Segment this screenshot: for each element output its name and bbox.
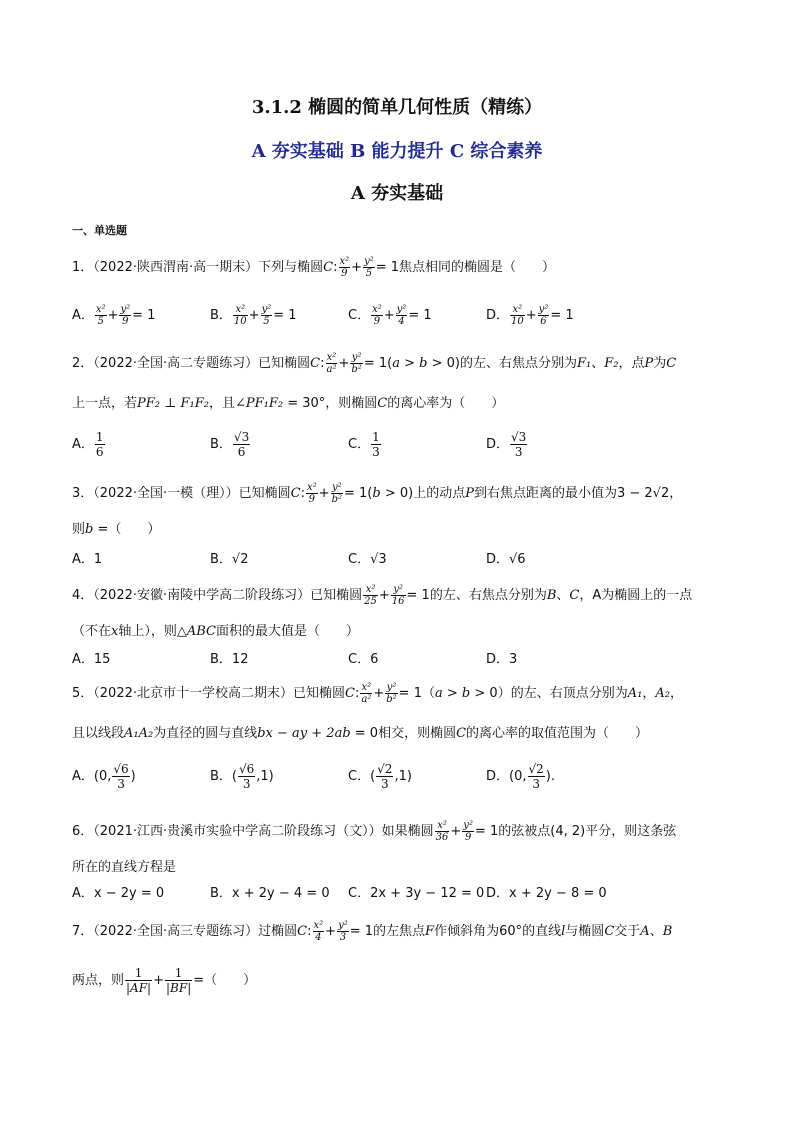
question-5-option-a[interactable]: A．(0, $\frac{√6}{3}$ ) (72, 762, 136, 791)
question-4-option-b[interactable]: B．12 (210, 652, 249, 667)
question-3-option-b[interactable]: B．√2 (210, 552, 249, 567)
question-3-option-d[interactable]: D．√6 (486, 552, 526, 567)
question-5-option-c[interactable]: C．( $\frac{√2}{3}$ ,1) (348, 762, 412, 791)
question-1-option-c[interactable]: C． $\frac{\text{x²}}{9}$ + $\frac{\text{y²}}{4}$ = 1 (348, 304, 432, 327)
question-1-stem: 1．（2022·陕西渭南·高一期末）下列与椭圆C: $\frac{\text{x²}}{9}$ + $\frac{\text{y²}}{5}$ = 1焦点相同的椭圆是（ ） (72, 256, 556, 279)
question-4-stem-line2: （不在x轴上），则△ABC面积的最大值是（ ） (72, 624, 360, 639)
question-4-option-d[interactable]: D．3 (486, 652, 518, 667)
question-3-option-c[interactable]: C．√3 (348, 552, 387, 567)
question-2-option-b[interactable]: B． $\frac{√3}{6}$ (210, 430, 250, 459)
question-2-stem: 2．（2022·全国·高二专题练习）已知椭圆C: $\frac{\text{x²}}{\text{a²}}$ + $\frac{\text{y²}}{\text{b²}}$ = 1(a > b > 0)的左、右焦点分别为F₁、F₂，点P为C (72, 352, 677, 375)
question-5-stem-line2: 且以线段A₁A₂为直径的圆与直线bx − ay + 2ab = 0相交，则椭圆C的离心率的取值范围为（ ） (72, 726, 649, 741)
question-2-option-d[interactable]: D． $\frac{√3}{3}$ (486, 430, 527, 459)
question-5-option-b[interactable]: B．( $\frac{√6}{3}$ ,1) (210, 762, 274, 791)
question-4-stem: 4．（2022·安徽·南陵中学高二阶段练习）已知椭圆 $\frac{\text{x²}}{25}$ + $\frac{\text{y²}}{16}$ = 1的左、右焦点分别为B、C，A为椭圆上的一点 (72, 584, 693, 607)
question-6-option-d[interactable]: D．x + 2y − 8 = 0 (486, 886, 607, 901)
question-6-option-b[interactable]: B．x + 2y − 4 = 0 (210, 886, 330, 901)
question-5-option-d[interactable]: D．(0, $\frac{√2}{3}$ ). (486, 762, 555, 791)
section-heading: A 夯实基础 (350, 183, 444, 204)
question-7-stem: 7．（2022·全国·高三专题练习）过椭圆C: $\frac{\text{x²}}{4}$ + $\frac{\text{y²}}{3}$ = 1的左焦点F作倾斜角为60°的直线l与椭圆C交于A、B (72, 920, 673, 943)
section-label: 一、单选题 (72, 224, 127, 237)
question-1-option-a[interactable]: A． $\frac{\text{x²}}{5}$ + $\frac{\text{y²}}{9}$ = 1 (72, 304, 156, 327)
question-3-stem: 3．（2022·全国·一模（理））已知椭圆C: $\frac{\text{x²}}{9}$ + $\frac{\text{y²}}{\text{b²}}$ = 1(b > 0)上的动点P到右焦点距离的最小值为3 − 2√2， (72, 482, 683, 505)
question-1-option-b[interactable]: B． $\frac{\text{x²}}{10}$ + $\frac{\text{y²}}{5}$ = 1 (210, 304, 297, 327)
question-6-stem: 6．（2021·江西·贵溪市实验中学高二阶段练习（文））如果椭圆 $\frac{\text{x²}}{36}$ + $\frac{\text{y²}}{9}$ = 1的弦被点(4, 2)平分，则这条弦 (72, 820, 677, 843)
question-6-option-a[interactable]: A．x − 2y = 0 (72, 886, 165, 901)
question-6-option-c[interactable]: C．2x + 3y − 12 = 0 (348, 886, 485, 901)
question-7-stem-line2: 两点，则 $\frac{1}{|AF|}$ + $\frac{1}{|BF|}$ =（ ） (72, 966, 257, 995)
question-4-option-a[interactable]: A．15 (72, 652, 111, 667)
page-title: 3.1.2 椭圆的简单几何性质（精练） (251, 97, 543, 118)
question-3-option-a[interactable]: A．1 (72, 552, 103, 567)
question-3-stem-line2: 则b =（ ） (72, 522, 161, 537)
question-5-stem: 5．（2022·北京市十一学校高二期末）已知椭圆C: $\frac{\text{x²}}{\text{a²}}$ + $\frac{\text{y²}}{\text{b²}}$ = 1（a > b > 0）的左、右顶点分别为A₁，A₂， (72, 682, 683, 705)
page-subtitle: A 夯实基础 B 能力提升 C 综合素养 (251, 141, 543, 162)
question-6-stem-line2: 所在的直线方程是 (72, 860, 177, 875)
question-2-option-a[interactable]: A． $\frac{1}{6}$ (72, 430, 104, 459)
question-2-stem-line2: 上一点，若PF₂ ⊥ F₁F₂，且∠PF₁F₂ = 30°，则椭圆C的离心率为（ ） (72, 396, 505, 411)
question-4-option-c[interactable]: C．6 (348, 652, 379, 667)
question-2-option-c[interactable]: C． $\frac{1}{3}$ (348, 430, 380, 459)
question-1-option-d[interactable]: D． $\frac{\text{x²}}{10}$ + $\frac{\text{y²}}{6}$ = 1 (486, 304, 574, 327)
